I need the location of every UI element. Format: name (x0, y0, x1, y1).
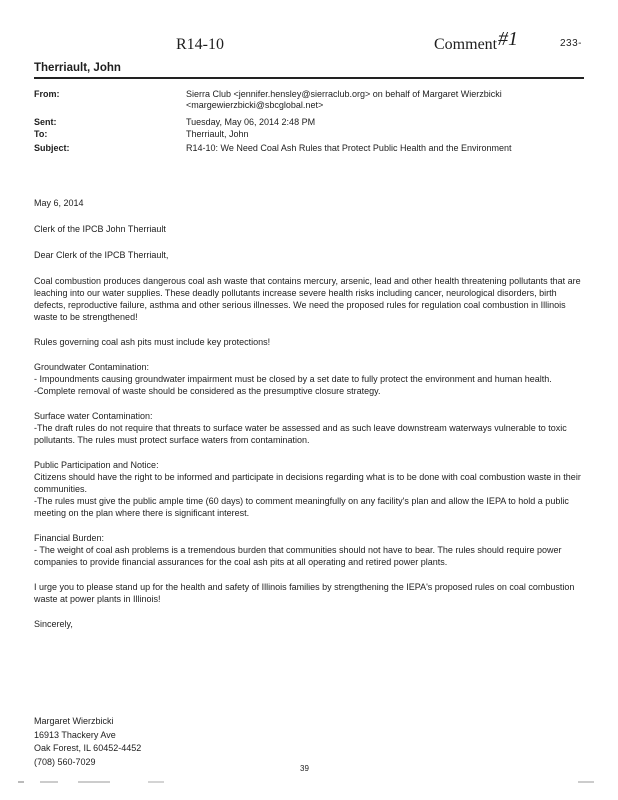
signer-phone: (708) 560-7029 (34, 756, 96, 767)
docket-number: R14-10 (176, 36, 224, 53)
public-point-1: Citizens should have the right to be informed and participate in decisions regarding what is to be done with coal combustion waste in their communities. (34, 472, 581, 494)
financial-heading: Financial Burden: (34, 533, 105, 543)
mailbox-owner: Therriault, John (34, 62, 121, 74)
page-number: 39 (300, 764, 309, 773)
groundwater-heading: Groundwater Contamination: (34, 362, 150, 372)
header-divider (34, 77, 584, 79)
surface-heading: Surface water Contamination: (34, 411, 153, 421)
from-label: From: (34, 89, 60, 99)
from-line-2: <margewierzbicki@sbcglobal.net> (186, 100, 324, 110)
closing-plea: I urge you to please stand up for the health and safety of Illinois families by strengthening the IEPA's proposed rules on coal combustion waste at power plants in Illinois! (34, 582, 575, 604)
letter-salutation: Dear Clerk of the IPCB Therriault, (34, 250, 169, 260)
sent-label: Sent: (34, 117, 57, 127)
to-value: Therriault, John (186, 129, 249, 139)
lead-in-line: Rules governing coal ash pits must include key protections! (34, 337, 271, 347)
signoff: Sincerely, (34, 619, 73, 629)
signer-name: Margaret Wierzbicki (34, 716, 114, 726)
from-line-1: Sierra Club <jennifer.hensley@sierraclub.org> on behalf of Margaret Wierzbicki (186, 89, 502, 99)
public-point-2: -The rules must give the public ample time (60 days) to comment meaningfully on any facility's plan and allow the IEPA to hold a public meeting on the plan where there is significant interest. (34, 496, 569, 518)
intro-paragraph: Coal combustion produces dangerous coal ash waste that contains mercury, arsenic, lead and other health threatening pollutants that are leaching into our water supplies. These deadly pollutants increase severe health risks including cancer, neurological disorders, birth defects, reproductive failure, asthma and other serious illnesses. We need the proposed rules for regulation coal combustion in Illinois waste to be strengthened! (34, 276, 581, 322)
groundwater-point-1: - Impoundments causing groundwater impairment must be closed by a set date to fully protect the environment and human health. (34, 374, 552, 384)
comment-number: #1 (498, 28, 518, 50)
scan-artifact-marks (18, 778, 608, 786)
financial-point-1: - The weight of coal ash problems is a tremendous burden that communities should not have to bear. The rules should require power companies to provide financial assurances for the coal ash pits at all operating and retired power plants. (34, 545, 562, 567)
subject-value: R14-10: We Need Coal Ash Rules that Protect Public Health and the Environment (186, 143, 512, 153)
signature-block (34, 715, 141, 769)
comment-label: Comment (434, 36, 498, 53)
subject-label: Subject: (34, 143, 70, 153)
letter-date: May 6, 2014 (34, 198, 84, 208)
sent-value: Tuesday, May 06, 2014 2:48 PM (186, 117, 316, 127)
signer-city: Oak Forest, IL 60452-4452 (34, 743, 142, 753)
surface-point-1: -The draft rules do not require that threats to surface water be assessed and as such leave downstream waterways vulnerable to toxic pollutants. The rules must protect surface waters from contamination. (34, 423, 567, 445)
letter-body (34, 197, 584, 630)
to-label: To: (34, 129, 48, 139)
letter-addressee: Clerk of the IPCB John Therriault (34, 224, 166, 234)
signer-street: 16913 Thackery Ave (34, 729, 116, 740)
from-value (186, 89, 502, 111)
groundwater-point-2: -Complete removal of waste should be considered as the presumptive closure strategy. (34, 386, 381, 396)
page-stamp: 233- (560, 38, 583, 49)
public-heading: Public Participation and Notice: (34, 460, 159, 470)
